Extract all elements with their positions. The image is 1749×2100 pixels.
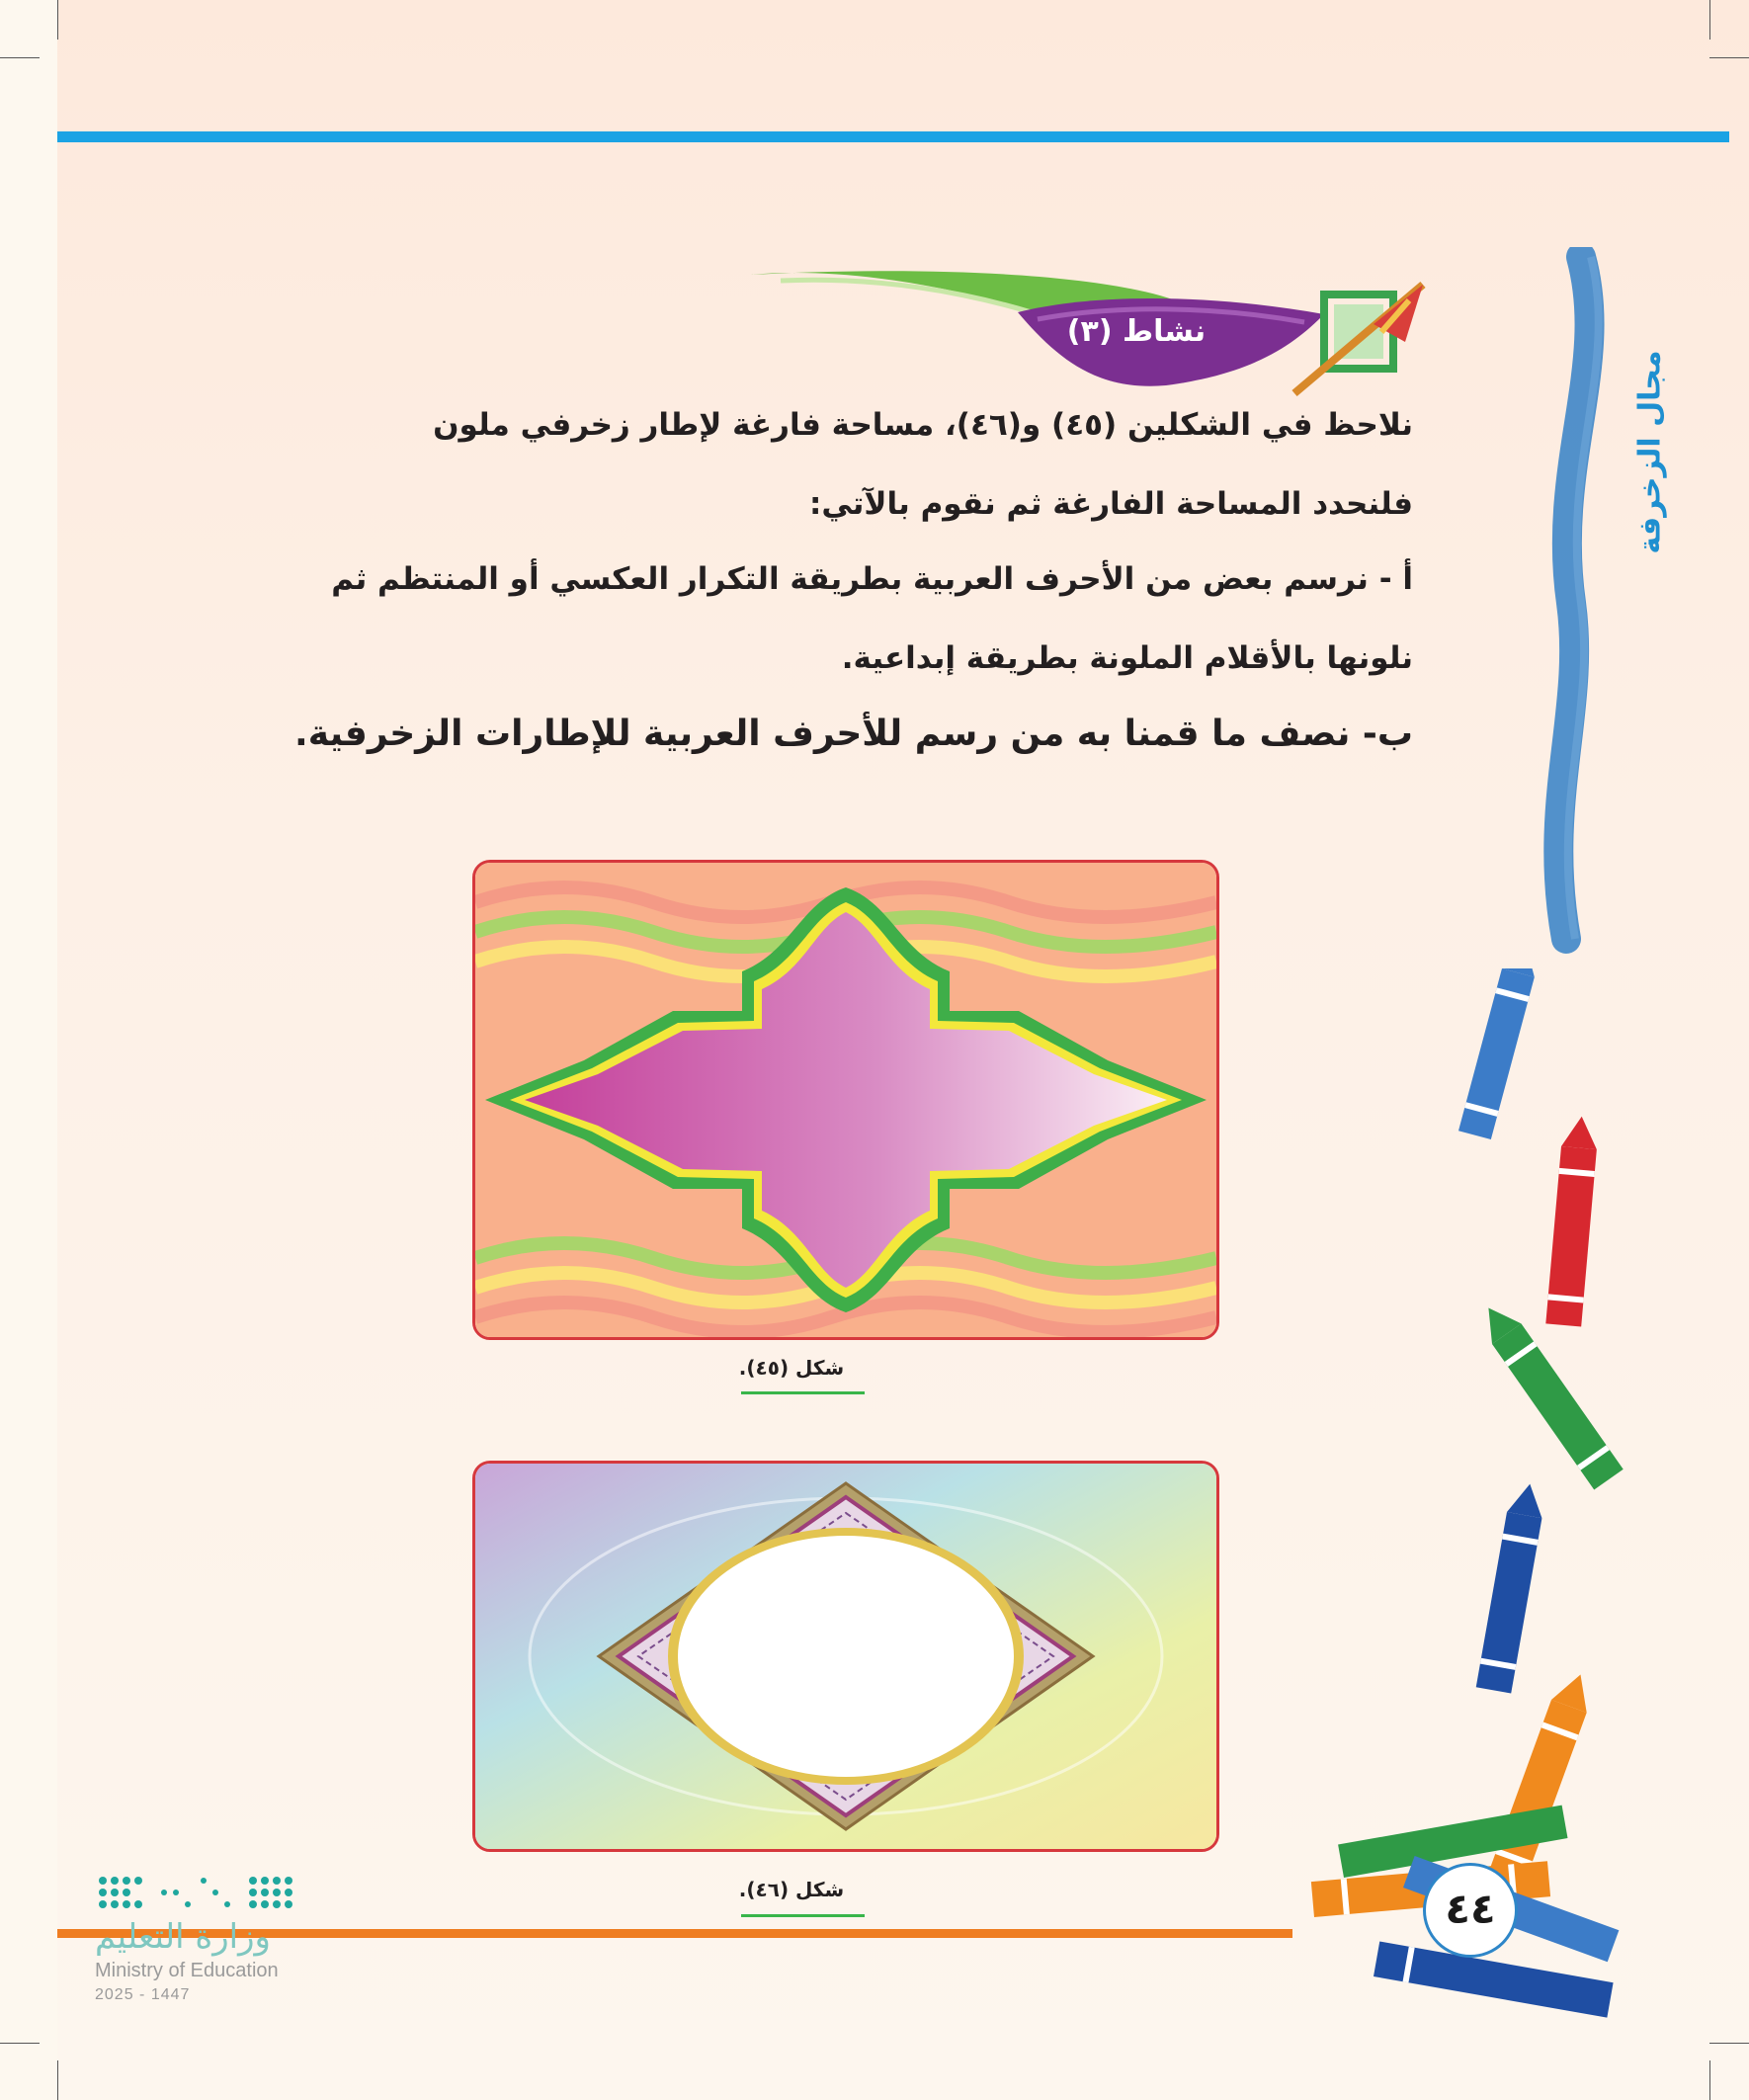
crop-mark: [0, 57, 40, 58]
figure-45-caption: شكل (٤٥).: [738, 1356, 845, 1380]
item-a-line-1: أ - نرسم بعض من الأحرف العربية بطريقة التكرار العكسي أو المنتظم ثم: [331, 561, 1413, 597]
ministry-name-arabic: وزارة التعليم: [95, 1917, 271, 1957]
figure-45-frame: [472, 860, 1219, 1340]
crop-mark: [57, 0, 58, 40]
paragraph-line-2: فلنحدد المساحة الفارغة ثم نقوم بالآتي:: [809, 486, 1413, 522]
crop-mark: [1709, 57, 1749, 58]
crop-mark: [1709, 0, 1710, 40]
crop-mark: [0, 2043, 40, 2044]
figure-46-frame: [472, 1461, 1219, 1852]
activity-title: نشاط (٣): [1066, 314, 1207, 349]
crop-mark: [1709, 2043, 1749, 2044]
side-brush-stroke: [1512, 247, 1630, 959]
top-rule: [57, 131, 1729, 142]
caption-underline: [741, 1914, 865, 1917]
crop-mark: [1709, 2060, 1710, 2100]
paragraph-line-1: نلاحظ في الشكلين (٤٥) و(٤٦)، مساحة فارغة لإطار زخرفي ملون: [433, 407, 1413, 443]
edition-year: 2025 - 1447: [95, 1986, 191, 2003]
item-a-line-2: نلونها بالأقلام الملونة بطريقة إبداعية.: [841, 640, 1413, 676]
page-number: ٤٤: [1423, 1863, 1518, 1958]
ministry-logo-icon: [95, 1873, 312, 1917]
figure-46-illustration: [475, 1464, 1216, 1849]
figure-46-caption: شكل (٤٦).: [738, 1878, 845, 1901]
item-b: ب- نصف ما قمنا به من رسم للأحرف العربية للإطارات الزخرفية.: [294, 714, 1413, 754]
figure-45-illustration: [475, 863, 1216, 1337]
ministry-name-english: Ministry of Education: [95, 1960, 279, 1981]
section-side-title: مجال الزخرفة: [1632, 350, 1668, 554]
crop-mark: [57, 2060, 58, 2100]
caption-underline: [741, 1391, 865, 1394]
